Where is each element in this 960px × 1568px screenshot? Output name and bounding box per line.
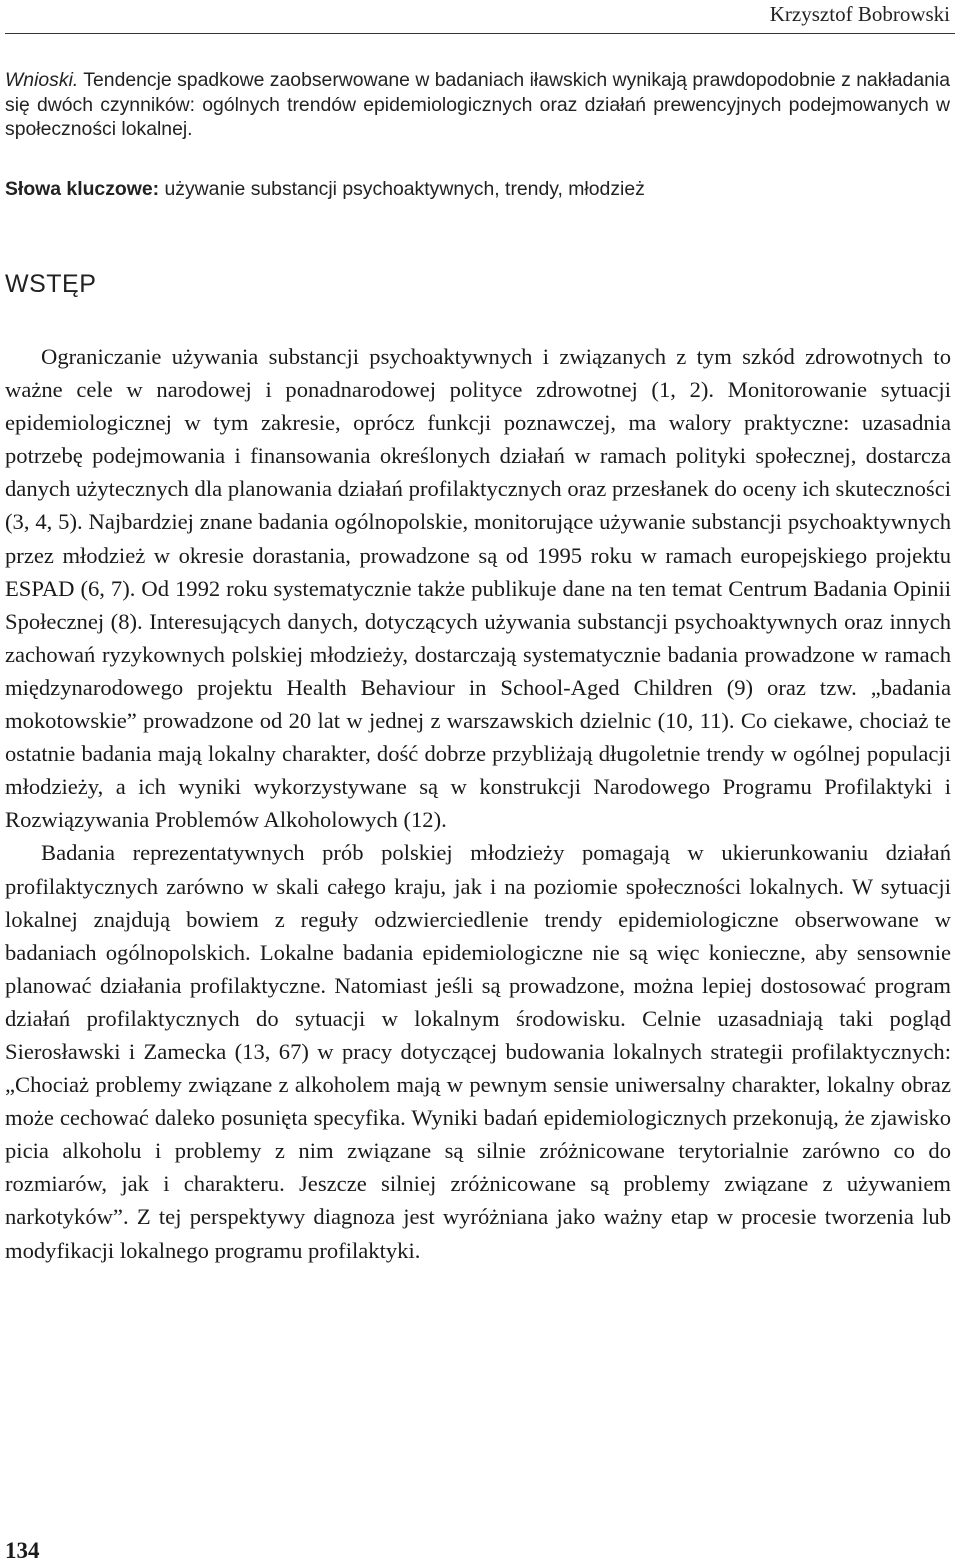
running-header-author: Krzysztof Bobrowski <box>769 2 950 26</box>
body-paragraph: Badania reprezentatywnych prób polskiej młodzieży pomagają w ukierunkowaniu działań profilaktycznych zarówno w skali całego kraju, jak i na poziomie społeczności lokalnych. W sytuacji lokalnej znajdują bowiem z reguły odzwierciedlenie trendy epidemiologiczne obserwowane w badaniach ogólnopolskich. Lokalne badania epidemiologiczne nie są więc konieczne, aby sensownie planować działania profilaktyczne. Natomiast jeśli są prowadzone, można lepiej dostosować program działań profilaktycznych do sytuacji w lokalnym środowisku. Celnie uzasadniają taki pogląd Sierosławski i Zamecka (13, 67) w pracy dotyczącej budowania lokalnych strategii profilaktycznych: „Chociaż problemy związane z alkoholem mają w pewnym sensie uniwersalny charakter, lokalny obraz może cechować daleko posunięta specyfika. Wyniki badań epidemiologicznych przekonują, że zjawisko picia alkoholu i problemy z nim związane są silnie zróżnicowane terytorialnie zarówno co do rozmiarów, jak i charakteru. Jeszcze silniej zróżnicowane są problemy związane z używaniem narkotyków”. Z tej perspektywy diagnoza jest wyróżniana jako ważny etap w procesie tworzenia lub modyfikacji lokalnego programu profilaktyki. <box>5 840 951 1263</box>
abstract-conclusions <box>5 68 950 142</box>
header-divider <box>5 33 955 34</box>
keywords-label: Słowa kluczowe: <box>5 178 160 200</box>
abstract-text: Tendencje spadkowe zaobserwowane w badaniach iławskich wynikają prawdopodobnie z nakładania się dwóch czynników: ogólnych trendów epidemiologicznych oraz działań prewencyjnych podejmowanych w społeczności lokalnej. <box>5 69 950 141</box>
abstract-label: Wnioski. <box>5 69 79 91</box>
body-paragraph: Ograniczanie używania substancji psychoaktywnych i związanych z tym szkód zdrowotnych to ważne cele w narodowej i ponadnarodowej polityce zdrowotnej (1, 2). Monitorowanie sytuacji epidemiologicznej w tym zakresie, oprócz funkcji poznawczej, ma walory praktyczne: uzasadnia potrzebę podejmowania i finansowania określonych działań w ramach polityki społecznej, dostarcza danych użytecznych dla planowania działań profilaktycznych oraz przesłanek do oceny ich skuteczności (3, 4, 5). Najbardziej znane badania ogólnopolskie, monitorujące używanie substancji psychoaktywnych przez młodzież w okresie dorastania, prowadzone są od 1995 roku w ramach europejskiego projektu ESPAD (6, 7). Od 1992 roku systematycznie także publikuje dane na ten temat Centrum Badania Opinii Społecznej (8). Interesujących danych, dotyczących używania substancji psychoaktywnych oraz innych zachowań ryzykownych polskiej młodzieży, dostarczają systematycznie badania prowadzone w ramach międzynarodowego projektu Health Behaviour in School-Aged Children (9) oraz tzw. „badania mokotowskie” prowadzone od 20 lat w jednej z warszawskich dzielnic (10, 11). Co ciekawe, chociaż te ostatnie badania mają lokalny charakter, dość dobrze przybliżają długoletnie trendy w ogólnej populacji młodzieży, a ich wyniki wykorzystywane są w konstrukcji Narodowego Programu Profilaktyki i Rozwiązywania Problemów Alkoholowych (12). <box>5 344 951 833</box>
page-number: 134 <box>5 1538 40 1563</box>
keywords <box>5 177 950 201</box>
keywords-text: używanie substancji psychoaktywnych, trendy, młodzież <box>159 178 645 200</box>
section-heading: WSTĘP <box>5 270 97 298</box>
body-text <box>5 340 951 1267</box>
